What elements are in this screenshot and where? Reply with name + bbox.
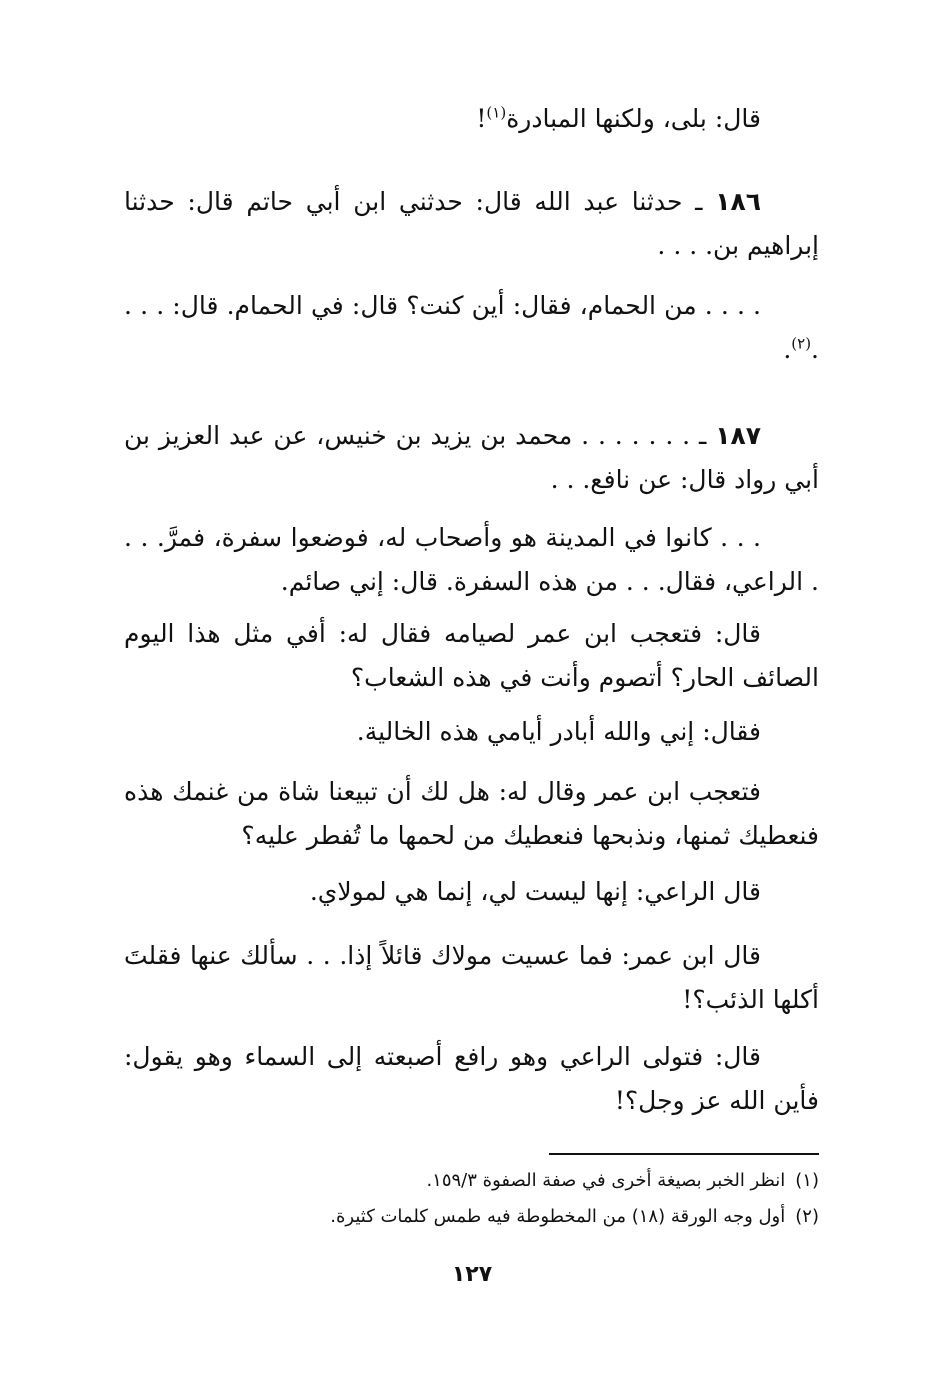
footnotes <box>124 1163 819 1235</box>
narration-number: ١٨٦ <box>715 187 761 216</box>
paragraph-text: قال الراعي: إنها ليست لي، إنما هي لمولاي. <box>309 877 761 906</box>
paragraph-text-end: ! <box>476 104 487 133</box>
paragraph <box>124 516 819 604</box>
paragraph-text: فقال: إني والله أبادر أيامي هذه الخالية. <box>356 717 761 746</box>
footnote-reference-2[interactable]: (٢) <box>791 334 812 353</box>
footnote-mark: (١) <box>795 1170 819 1191</box>
paragraph-text: قال: بلى، ولكنها المبادرة <box>506 104 761 133</box>
paragraph <box>124 612 819 700</box>
paragraph-text: قال: فتولى الراعي وهو رافع أصبعته إلى السماء وهو يقول: فأين الله عز وجل؟! <box>124 1042 819 1115</box>
narration-number: ١٨٧ <box>715 421 761 450</box>
narration-187 <box>124 414 819 502</box>
paragraph <box>124 1035 819 1123</box>
footnote-divider <box>549 1153 819 1155</box>
paragraph <box>124 934 819 1022</box>
footnote-text: أول وجه الورقة (١٨) من المخطوطة فيه طمس كلمات كثيرة. <box>330 1206 786 1227</box>
paragraph <box>124 870 819 914</box>
footnote-1 <box>124 1163 819 1199</box>
paragraph-continuation <box>124 97 819 141</box>
paragraph-text: قال: فتعجب ابن عمر لصيامه فقال له: أفي مثل هذا اليوم الصائف الحار؟ أتصوم وأنت في هذه الشعاب؟ <box>124 619 819 692</box>
paragraph-text: ـ حدثنا عبد الله قال: حدثني ابن أبي حاتم قال: حدثنا إبراهيم بن. . . . <box>124 187 819 260</box>
paragraph <box>124 770 819 858</box>
footnote-text: انظر الخبر بصيغة أخرى في صفة الصفوة ١٥٩/٣. <box>426 1170 786 1191</box>
paragraph-text-end: . <box>783 335 792 364</box>
paragraph-text: . . . . من الحمام، فقال: أين كنت؟ قال: في الحمام. قال: . . . . <box>124 291 819 364</box>
footnote-mark: (٢) <box>795 1206 819 1227</box>
paragraph-text: فتعجب ابن عمر وقال له: هل لك أن تبيعنا شاة من غنمك هذه فنعطيك ثمنها، ونذبحها فنعطيك من لحمها ما تُفطر عليه؟ <box>124 777 819 850</box>
page-number: ١٢٧ <box>451 1262 493 1287</box>
paragraph <box>124 710 819 754</box>
narration-186 <box>124 180 819 268</box>
footnote-reference-1[interactable]: (١) <box>486 103 507 122</box>
paragraph-text: قال ابن عمر: فما عسيت مولاك قائلاً إذا. . . سألك عنها فقلتَ أكلها الذئب؟! <box>124 941 819 1014</box>
paragraph <box>124 284 819 372</box>
footnote-2 <box>124 1199 819 1235</box>
paragraph-text: . . . كانوا في المدينة هو وأصحاب له، فوضعوا سفرة، فمرَّ. . . . الراعي، فقال. . . من هذه السفرة. قال: إني صائم. <box>124 523 819 596</box>
paragraph-text: ـ . . . . . . . محمد بن يزيد بن خنيس، عن عبد العزيز بن أبي رواد قال: عن نافع. . . <box>124 421 819 494</box>
